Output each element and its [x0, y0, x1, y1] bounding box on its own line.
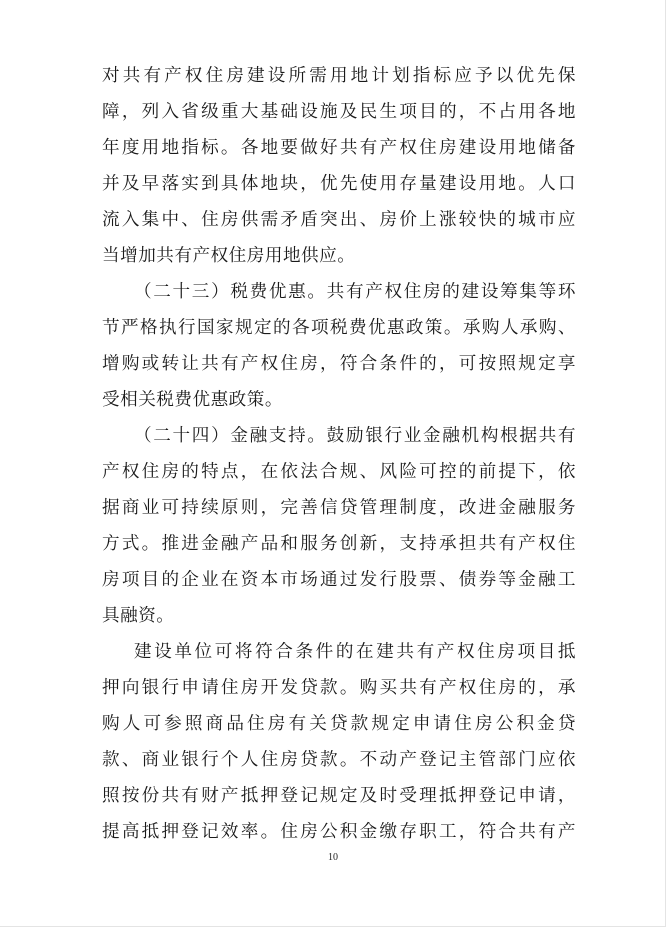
page-number: 10: [328, 852, 338, 863]
text-line: 押向银行申请住房开发贷款。购买共有产权住房的，承: [102, 678, 576, 698]
text-line: 建设单位可将符合条件的在建共有产权住房项目抵: [134, 642, 576, 662]
text-line: 受相关税费优惠政策。: [102, 390, 283, 410]
text-line: 购人可参照商品住房有关贷款规定申请住房公积金贷: [102, 714, 576, 734]
text-line: 节严格执行国家规定的各项税费优惠政策。承购人承购、: [102, 318, 576, 338]
text-line: 产权住房的特点，在依法合规、风险可控的前提下，依: [102, 462, 576, 482]
text-line: 增购或转让共有产权住房，符合条件的，可按照规定享: [102, 354, 576, 374]
document-body: [102, 58, 576, 850]
text-line: 据商业可持续原则，完善信贷管理制度，改进金融服务: [102, 498, 576, 518]
text-line: 当增加共有产权住房用地供应。: [102, 246, 356, 266]
text-line: 房项目的企业在资本市场通过发行股票、债券等金融工: [102, 570, 576, 590]
text-line: 具融资。: [102, 606, 175, 626]
text-line: 对共有产权住房建设所需用地计划指标应予以优先保: [102, 66, 576, 86]
text-line: 并及早落实到具体地块，优先使用存量建设用地。人口: [102, 174, 576, 194]
text-line: 障，列入省级重大基础设施及民生项目的，不占用各地: [102, 102, 576, 122]
text-line: 款、商业银行个人住房贷款。不动产登记主管部门应依: [102, 750, 576, 770]
text-line: 提高抵押登记效率。住房公积金缴存职工，符合共有产: [102, 822, 576, 842]
paragraph-financial-support: [102, 418, 576, 634]
text-line: （二十四）金融支持。鼓励银行业金融机构根据共有: [134, 426, 576, 446]
text-line: 流入集中、住房供需矛盾突出、房价上涨较快的城市应: [102, 210, 576, 230]
text-line: 年度用地指标。各地要做好共有产权住房建设用地储备: [102, 138, 576, 158]
text-line: 方式。推进金融产品和服务创新，支持承担共有产权住: [102, 534, 576, 554]
text-line: 照按份共有财产抵押登记规定及时受理抵押登记申请，: [102, 786, 576, 806]
paragraph-development-loans: [102, 634, 576, 850]
text-line: （二十三）税费优惠。共有产权住房的建设筹集等环: [134, 282, 576, 302]
paragraph-tax-incentives: [102, 274, 576, 418]
paragraph-land-supply: [102, 58, 576, 274]
